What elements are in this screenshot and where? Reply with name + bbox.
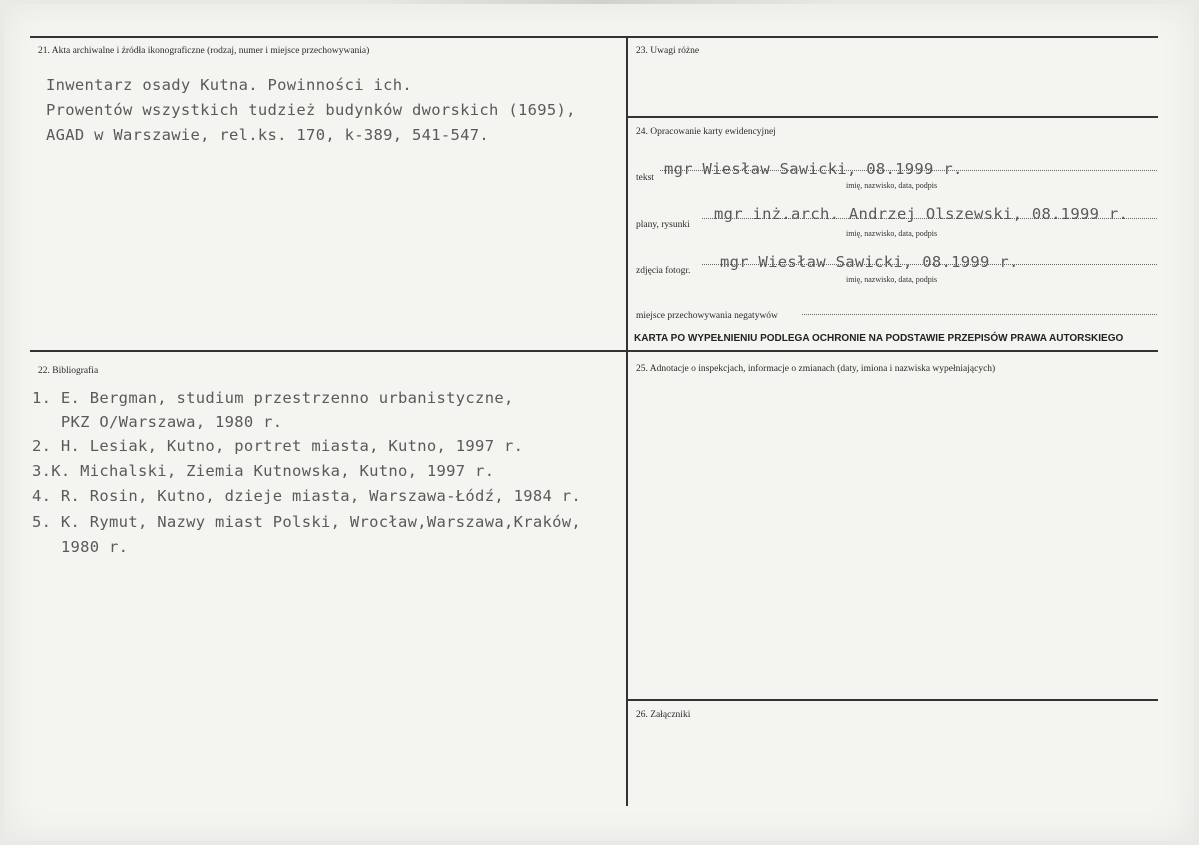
bibliography-line-3: 2. H. Lesiak, Kutno, portret miasta, Kutno, 1997 r. (32, 437, 524, 455)
photos-author-label: zdjęcia fotogr. (636, 266, 691, 276)
bibliography-line-6: 5. K. Rymut, Nazwy miast Polski, Wrocław,Warszawa,Kraków, (32, 513, 582, 531)
copyright-notice: KARTA PO WYPEŁNIENIU PODLEGA OCHRONIE NA PODSTAWIE PRZEPISÓW PRAWA AUTORSKIEGO (634, 333, 1124, 344)
bibliography-line-1: 1. E. Bergman, studium przestrzenno urbanistyczne, (32, 389, 514, 407)
plans-author-value: mgr inż.arch. Andrzej Olszewski, 08.1999 r. (714, 205, 1129, 223)
rule-25-26 (626, 699, 1158, 701)
section-24-label: 24. Opracowanie karty ewidencyjnej (636, 127, 776, 137)
photos-author-value: mgr Wiesław Sawicki, 08.1999 r. (720, 253, 1019, 271)
negatives-line (802, 314, 1157, 315)
bibliography-line-5: 4. R. Rosin, Kutno, dzieje miasta, Warszawa-Łódź, 1984 r. (32, 487, 582, 505)
section-21-line-1: Inwentarz osady Kutna. Powinności ich. (46, 76, 413, 94)
plans-author-caption: imię, nazwisko, data, podpis (846, 229, 938, 238)
photos-author-caption: imię, nazwisko, data, podpis (846, 275, 938, 284)
text-author-caption: imię, nazwisko, data, podpis (846, 181, 938, 190)
left-middle-rule (30, 350, 626, 352)
column-divider (626, 36, 628, 806)
text-author-value: mgr Wiesław Sawicki, 08.1999 r. (664, 160, 963, 178)
section-21-line-2: Prowentów wszystkich tudzież budynków dworskich (1695), (46, 101, 576, 119)
bibliography-line-4: 3.K. Michalski, Ziemia Kutnowska, Kutno, 1997 r. (32, 462, 495, 480)
text-author-label: tekst (636, 173, 654, 183)
section-23-label: 23. Uwagi różne (636, 46, 700, 56)
bibliography-line-7: 1980 r. (32, 538, 129, 556)
rule-23-24 (626, 116, 1158, 118)
negatives-label: miejsce przechowywania negatywów (636, 311, 778, 321)
section-26-label: 26. Załączniki (636, 710, 691, 720)
right-middle-rule (626, 350, 1158, 352)
top-rule (30, 36, 1158, 38)
section-21-line-3: AGAD w Warszawie, rel.ks. 170, k-389, 541-547. (46, 126, 490, 144)
bibliography-line-2: PKZ O/Warszawa, 1980 r. (32, 413, 283, 431)
section-25-label: 25. Adnotacje o inspekcjach, informacje o zmianach (daty, imiona i nazwiska wypełniających) (636, 364, 996, 374)
section-22-label: 22. Bibliografia (38, 366, 99, 376)
section-21-label: 21. Akta archiwalne i źródła ikonograficzne (rodzaj, numer i miejsce przechowywania) (38, 46, 370, 56)
plans-author-label: plany, rysunki (636, 220, 690, 230)
